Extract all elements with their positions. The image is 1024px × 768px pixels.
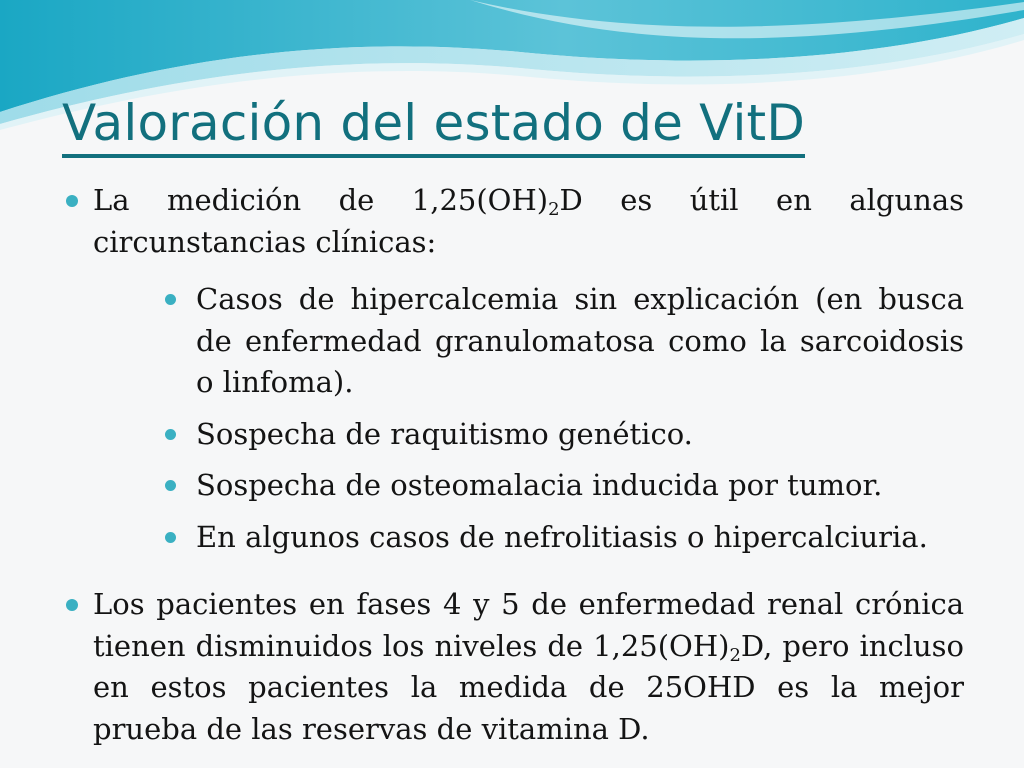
bullet-text-prefix: La medición de 1,25(OH) (93, 183, 549, 217)
bullet-item (62, 584, 964, 750)
subscript: 2 (729, 644, 741, 666)
bullet-icon (165, 532, 176, 543)
bullet-icon (165, 294, 176, 305)
bullet-item (62, 180, 964, 263)
subscript: 2 (548, 199, 560, 221)
sub-bullet-text: En algunos casos de nefrolitiasis o hipercalciuria. (196, 519, 928, 554)
sub-bullet-item (62, 279, 964, 404)
bullet-text-suffix: D, pero incluso en estos pacientes la medida de 25OHD es la mejor prueba de las reservas de vitamina D. (93, 628, 964, 746)
sub-bullet-item (62, 465, 964, 507)
bullet-text-prefix: Los pacientes en fases 4 y 5 de enfermedad renal crónica tienen disminuidos los niveles de 1,25(OH) (93, 587, 964, 663)
sub-bullet-text: Sospecha de osteomalacia inducida por tumor. (196, 468, 883, 502)
sub-bullet-text: Casos de hipercalcemia sin explicación (en busca de enfermedad granulomatosa como la sarcoidosis o linfoma). (196, 282, 964, 399)
sub-bullet-text: Sospecha de raquitismo genético. (196, 416, 693, 451)
slide-title: Valoración del estado de VitD (62, 92, 805, 158)
bullet-icon (66, 195, 78, 207)
slide-content (62, 180, 964, 750)
bullet-icon (165, 480, 176, 491)
sub-bullet-item (62, 517, 964, 559)
sub-bullet-item (62, 414, 964, 456)
bullet-text-suffix: D es útil en algunas circunstancias clínicas: (93, 183, 964, 259)
bullet-icon (66, 599, 78, 611)
bullet-icon (165, 429, 176, 440)
